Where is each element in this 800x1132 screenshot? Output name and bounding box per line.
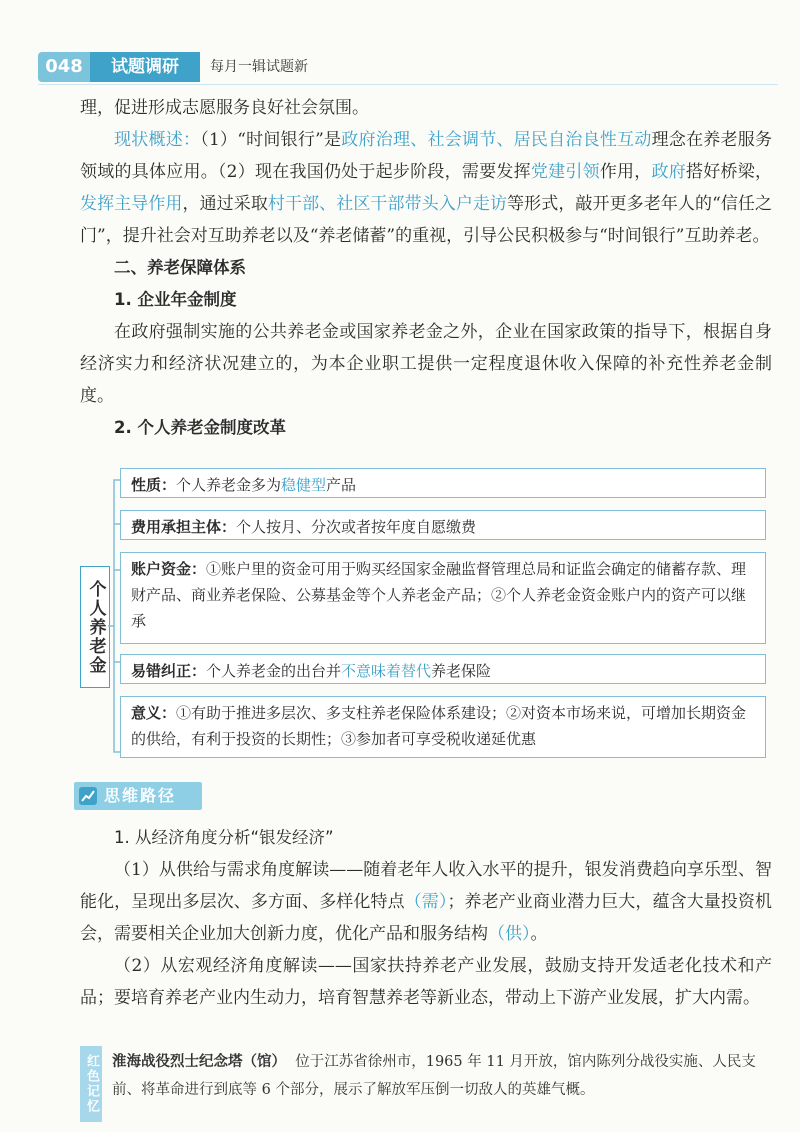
status-key-5: 村干部、社区干部带头入户走访 [267,194,508,214]
box-text: ①有助于推进多层次、多支柱养老保险体系建设；②对资本市场来说，可增加长期资金的供给，有利于投资的长期性；③参加者可享受税收递延优惠 [131,704,747,748]
main-content [80,92,772,444]
diagram-box-correction [120,654,766,684]
box-keyword: 不意味着替代 [341,662,432,680]
path-1-supply-demand [80,854,772,950]
thinking-path-badge [74,782,202,810]
footer-note [112,1048,772,1104]
path-text: ；养老产业商业潜力巨大，蕴含大量投资机会，需要相关企业加大创新力度，优化产品和服务结构 [80,892,773,944]
path-text: 。 [530,924,548,944]
box-text: ①账户里的资金可用于购买经国家金融监督管理总局和证监会确定的储蓄存款、理财产品、商业养老保险、公募基金等个人养老金产品；②个人养老金资金账户内的资产可以继承 [131,560,747,630]
path-text: （1）从供给与需求角度解读——随着老年人收入水平的提升，银发消费趋向享乐型、智能化，呈现出多层次、多方面、多样化特点 [80,860,772,912]
box-label: 性质： [131,476,177,494]
status-key-1: 政府治理、社会调节、居民自治良性互动 [341,130,652,150]
box-text: 产品 [326,476,357,494]
footer-text: 位于江苏省徐州市，1965 年 11 月开放，馆内陈列分战役实施、人民支前、将革命进行到底等 6 个部分，展示了解放军压倒一切敌人的英雄气概。 [112,1054,756,1098]
status-paragraph [80,124,772,252]
status-key-3: 政府 [651,162,687,182]
box-text: 养老保险 [431,662,492,680]
diagram-box-payer [120,510,766,540]
status-text-3: 作用， [599,162,652,182]
thinking-path-content [80,822,772,1014]
status-text-1: （1）“时间银行”是 [200,130,342,150]
supply-tag: （供） [488,924,531,944]
box-label: 账户资金： [131,560,207,578]
footer-tab: 红色记忆 [80,1046,102,1122]
path-1-title: 1. 从经济角度分析“银发经济” [114,828,334,847]
diagram-center-label: 个人养老金 [80,566,110,688]
demand-tag: （需） [404,892,448,912]
status-text-2: 理念在养老服务领域的具体应用。（2）现在我国仍处于起步阶段，需要发挥 [80,130,773,182]
subsection-2-title: 2. 个人养老金制度改革 [114,418,286,437]
page-number: 048 [38,52,90,82]
status-key-4: 发挥主导作用 [80,194,183,214]
header-divider [38,84,778,85]
box-text: 个人养老金的出台并 [206,662,342,680]
status-text-5: ，通过采取 [182,194,268,214]
pension-diagram [80,466,770,766]
box-label: 易错纠正： [131,662,207,680]
header-subtitle: 每月一辑试题新 [210,59,308,75]
status-key-2: 党建引领 [530,162,600,182]
page-header [38,52,778,82]
box-label: 费用承担主体： [131,518,237,536]
chart-icon [78,786,98,806]
subsection-1-text: 在政府强制实施的公共养老金或国家养老金之外，企业在国家政策的指导下，根据自身经济实力和经济状况建立的，为本企业职工提供一定程度退休收入保障的补充性养老金制度。 [80,322,772,406]
section-tag: 试题调研 [90,52,200,82]
box-text: 个人按月、分次或者按年度自愿缴费 [236,518,477,536]
path-1-macro: （2）从宏观经济角度解读——国家扶持养老产业发展，鼓励支持开发适老化技术和产品；要培育养老产业内生动力，培育智慧养老等新业态，带动上下游产业发展，扩大内需。 [80,956,772,1008]
status-text-6: 等形式，敲开更多老年人的“信任之门”，提升社会对互助养老以及“养老储蓄”的重视，引导公民积极参与“时间银行”互助养老。 [80,194,773,246]
badge-title: 思维路径 [104,786,177,805]
box-label: 意义： [131,704,177,722]
diagram-box-significance [120,696,766,758]
diagram-box-account [120,552,766,644]
subsection-1-title: 1. 企业年金制度 [114,290,237,309]
status-label: 现状概述： [114,130,201,150]
footer-title: 淮海战役烈士纪念塔（馆） [112,1054,286,1070]
section-2-title: 二、养老保障体系 [114,258,246,277]
box-keyword: 稳健型 [281,476,327,494]
diagram-box-nature [120,468,766,498]
box-text: 个人养老金多为 [176,476,282,494]
intro-tail: 理，促进形成志愿服务良好社会氛围。 [80,98,369,118]
status-text-4: 搭好桥梁， [686,162,772,182]
